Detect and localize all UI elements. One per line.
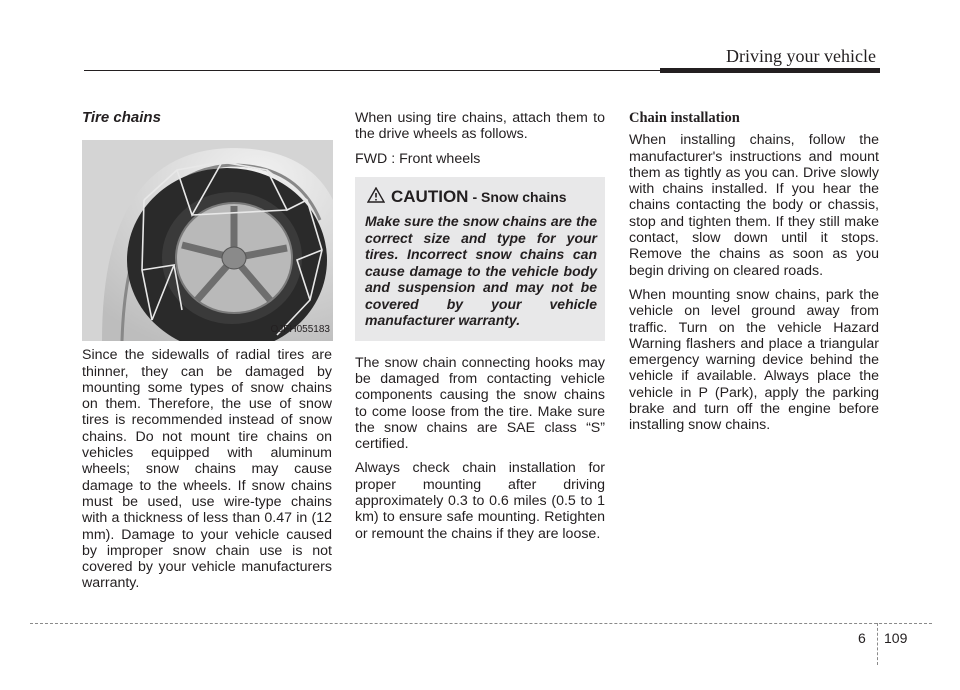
- caution-label: CAUTION: [391, 186, 469, 206]
- column-left: [82, 110, 332, 600]
- section-heading: Chain installation: [629, 110, 740, 126]
- paragraph: When using tire chains, attach them to the drive wheels as follows.: [355, 110, 605, 143]
- paragraph: When installing chains, follow the manufacturer's instructions and mount them as tightly as you can. Drive slowly with chains installed. If you hear the chains contacting the body or chassis, stop and tighten them. If they still make contact, slow down until it stops. Remove the chains as soon as you begin driving on cleared roads.: [629, 132, 879, 279]
- paragraph: FWD : Front wheels: [355, 150, 481, 167]
- paragraph: When mounting snow chains, park the vehicle on level ground away from traffic. Turn on the vehicle Hazard Warning flashers and place a triangular emergency warning device behind the vehicle if available. Always place the vehicle in P (Park), apply the parking brake and turn off the engine before installing snow chains.: [629, 286, 879, 434]
- column-right: [629, 110, 879, 442]
- paragraph: Since the sidewalls of radial tires are thinner, they can be damaged by mounting some types of snow chains on them. Therefore, the use of snow tires is recommended instead of snow chains. Do not mount tire chains on vehicles equipped with aluminum wheels; snow chains may cause damage to the wheels. If snow chains must be used, use wire-type chains with a thickness of less than 0.47 in (12 mm). Damage to your vehicle caused by improper snow chain use is not covered by your vehicle manufacturers warranty.: [82, 347, 332, 592]
- photo-code: OJFH055183: [270, 324, 330, 335]
- caution-text: Make sure the snow chains are the correct size and type for your tires. Incorrect snow chains can cause damage to the vehicle body and suspension and may not be covered by your vehicle manufacturer warranty.: [365, 213, 597, 329]
- footer-rule: [30, 623, 932, 624]
- section-title: Tire chains: [82, 109, 161, 126]
- caution-subtitle: - Snow chains: [472, 188, 567, 205]
- column-middle: [355, 110, 605, 550]
- caution-box: [355, 177, 605, 341]
- footer-divider: [877, 623, 878, 665]
- paragraph: The snow chain connecting hooks may be damaged from contacting vehicle components causing the snow chains to come loose from the tire. Make sure the snow chains are SAE class “S” certified.: [355, 354, 605, 453]
- header-title: Driving your vehicle: [726, 46, 876, 66]
- chapter-number: 6: [858, 630, 866, 646]
- tire-chain-photo: [82, 140, 333, 341]
- caution-heading: [365, 187, 597, 207]
- page-number: 109: [884, 630, 908, 646]
- header-rule-accent: [660, 68, 880, 73]
- warning-triangle-icon: [367, 187, 385, 207]
- paragraph: Always check chain installation for proper mounting after driving approximately 0.3 to 0.6 miles (0.5 to 1 km) to ensure safe mounting. Retighten or remount the chains if they are loose.: [355, 460, 605, 542]
